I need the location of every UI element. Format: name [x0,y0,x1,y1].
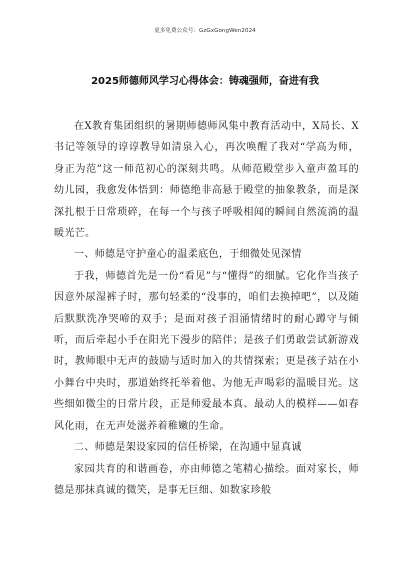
paragraph: 于我，师德首先是一份“看见”与“懂得”的细腻。它化作当孩子因意外尿湿裤子时，那句轻柔的“没事的，咱们去换掉吧”，以及随后默默洗净哭啼的双手；是面对孩子泪涌情绪时的耐心蹲守与倾听，而后牵起小手在阳光下漫步的陪伴；是孩子们勇敢尝试新游戏时，教师眼中无声的鼓励与适时加入的共情探索；更是孩子站在小小舞台中央时，那道始终托举着他、为他无声喝彩的温暖目光。这些细如微尘的日常片段，正是师爱最本真、最动人的模样——如春风化雨，在无声处滋养着稚嫩的生命。 [54,270,359,432]
paragraph: 在X教育集团组织的暑期师德师风集中教育活动中，X局长、X书记等领导的谆谆教导如清泉入心，再次唤醒了我对“学高为师，身正为范”这一师范初心的深刻共鸣。从师范殿堂步入童声盈耳的幼儿园，我愈发体悟到：师德绝非高悬于殿堂的抽象教条，而是深深扎根于日常琐碎，在每一个与孩子呼吸相闻的瞬间自然流淌的温暖光芒。 [54,121,359,240]
paragraph: 家园共育的和谐画卷，亦由师德之笔精心描绘。面对家长，师德是那抹真诚的微笑，是事无巨细、如数家珍般 [54,463,359,496]
section-heading: 一、师德是守护童心的温柔底色，于细微处见深情 [74,249,302,261]
section-heading: 二、师德是架设家园的信任桥梁，在沟通中显真诚 [74,442,302,454]
header-note: 更多免费公众号：GzGxGongWen2024 [154,28,256,34]
document-title: 2025师德师风学习心得体会：铸魂强师，奋进有我 [91,76,319,87]
document-body [54,116,359,501]
